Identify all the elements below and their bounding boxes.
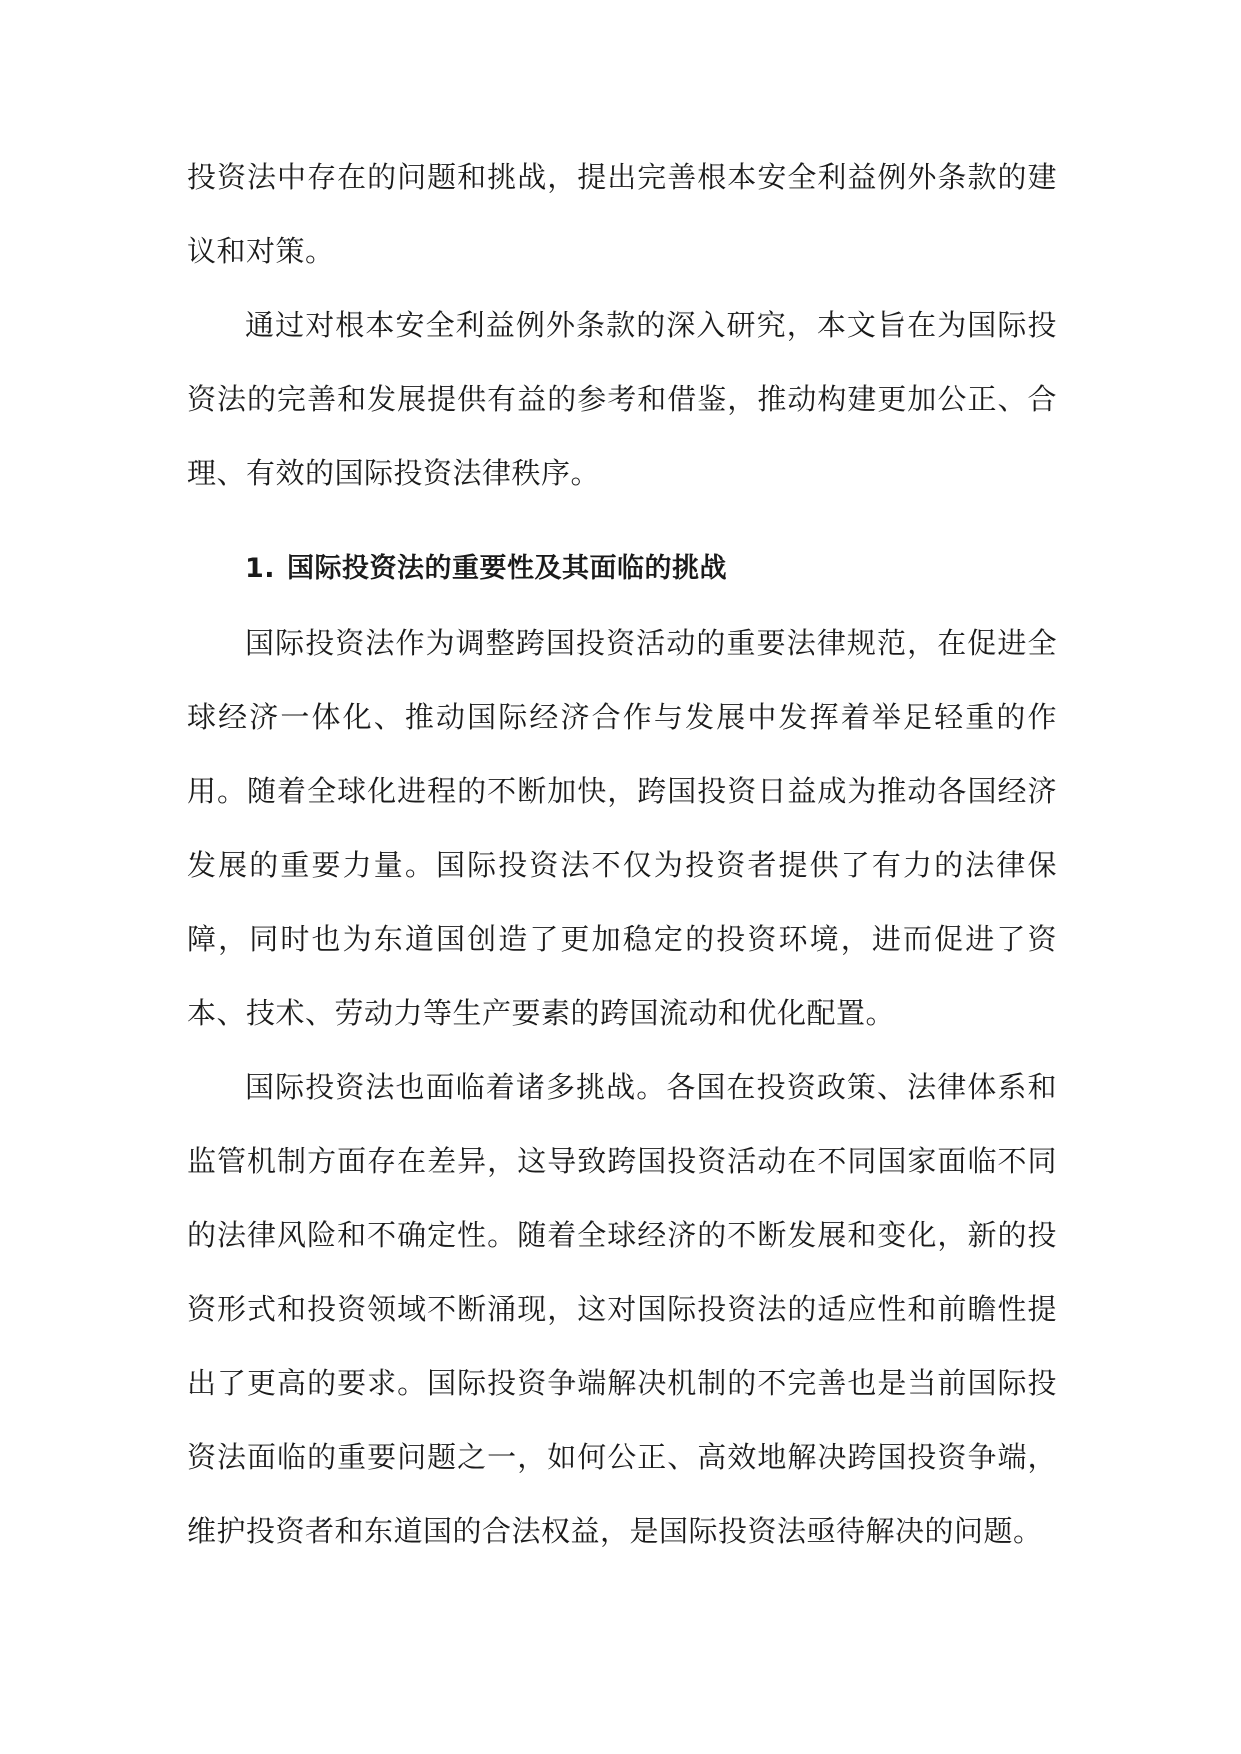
section-number: 1. — [245, 553, 276, 584]
paragraph-importance: 国际投资法作为调整跨国投资活动的重要法律规范，在促进全球经济一体化、推动国际经济合作与发展中发挥着举足轻重的作用。随着全球化进程的不断加快，跨国投资日益成为推动各国经济发展的重要力量。国际投资法不仅为投资者提供了有力的法律保障，同时也为东道国创造了更加稳定的投资环境，进而促进了资本、技术、劳动力等生产要素的跨国流动和优化配置。 — [187, 626, 1057, 1030]
section-title: 国际投资法的重要性及其面临的挑战 — [287, 553, 727, 584]
paragraph-research-aim: 通过对根本安全利益例外条款的深入研究，本文旨在为国际投资法的完善和发展提供有益的参考和借鉴，推动构建更加公正、合理、有效的国际投资法律秩序。 — [187, 308, 1057, 490]
document-body — [187, 140, 1057, 1568]
paragraph-challenges: 国际投资法也面临着诸多挑战。各国在投资政策、法律体系和监管机制方面存在差异，这导致跨国投资活动在不同国家面临不同的法律风险和不确定性。随着全球经济的不断发展和变化，新的投资形式和投资领域不断涌现，这对国际投资法的适应性和前瞻性提出了更高的要求。国际投资争端解决机制的不完善也是当前国际投资法面临的重要问题之一，如何公正、高效地解决跨国投资争端，维护投资者和东道国的合法权益，是国际投资法亟待解决的问题。 — [187, 1070, 1057, 1548]
section-heading — [187, 532, 1057, 606]
paragraph-continuation: 投资法中存在的问题和挑战，提出完善根本安全利益例外条款的建议和对策。 — [187, 160, 1057, 268]
